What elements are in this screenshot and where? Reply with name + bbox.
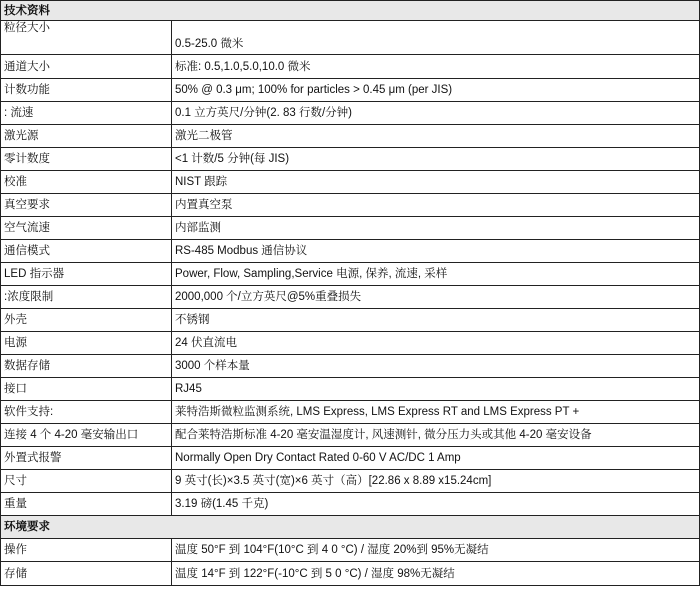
- section-header: [1, 516, 700, 539]
- spec-value: 3.19 磅(1.45 千克): [172, 493, 700, 516]
- table-row: [1, 148, 700, 171]
- spec-value: 内置真空泵: [172, 194, 700, 217]
- table-row: [1, 240, 700, 263]
- spec-label: 通道大小: [1, 55, 172, 79]
- spec-label: :浓度限制: [1, 286, 172, 309]
- table-row: [1, 447, 700, 470]
- table-row: [1, 378, 700, 401]
- table-row: [1, 217, 700, 240]
- spec-value: 50% @ 0.3 μm; 100% for particles > 0.45 μm (per JIS): [172, 79, 700, 102]
- table-row: [1, 401, 700, 424]
- spec-label: 激光源: [1, 125, 172, 148]
- table-row: [1, 171, 700, 194]
- spec-value: <1 计数/5 分钟(每 JIS): [172, 148, 700, 171]
- spec-label: 空气流速: [1, 217, 172, 240]
- spec-value: 标准: 0.5,1.0,5.0,10.0 微米: [172, 55, 700, 79]
- spec-label: : 流速: [1, 102, 172, 125]
- spec-value: 配合莱特浩斯标准 4-20 毫安温湿度计, 风速测针, 微分压力头或其他 4-20 毫安设备: [172, 424, 700, 447]
- section-header: [1, 1, 700, 21]
- table-row: [1, 79, 700, 102]
- spec-value: 9 英寸(长)×3.5 英寸(宽)×6 英寸（高）[22.86 x 8.89 x15.24cm]: [172, 470, 700, 493]
- table-row: [1, 263, 700, 286]
- spec-value: 莱特浩斯微粒监测系统, LMS Express, LMS Express RT and LMS Express PT +: [172, 401, 700, 424]
- section-title: 技术资料: [1, 1, 700, 21]
- table-row: [1, 424, 700, 447]
- spec-label: 外壳: [1, 309, 172, 332]
- spec-label: 校准: [1, 171, 172, 194]
- table-row: [1, 355, 700, 378]
- spec-value: Normally Open Dry Contact Rated 0-60 V AC/DC 1 Amp: [172, 447, 700, 470]
- spec-label: 操作: [1, 539, 172, 562]
- table-row: [1, 21, 700, 55]
- table-row: [1, 562, 700, 586]
- spec-label: 存储: [1, 562, 172, 586]
- spec-value: 2000,000 个/立方英尺@5%重叠损失: [172, 286, 700, 309]
- spec-label: 软件支持:: [1, 401, 172, 424]
- spec-label: 数据存储: [1, 355, 172, 378]
- spec-label: 电源: [1, 332, 172, 355]
- spec-value: 内部监测: [172, 217, 700, 240]
- spec-label: 重量: [1, 493, 172, 516]
- spec-value: Power, Flow, Sampling,Service 电源, 保养, 流速, 采样: [172, 263, 700, 286]
- table-row: [1, 332, 700, 355]
- spec-value: RJ45: [172, 378, 700, 401]
- spec-value: 3000 个样本量: [172, 355, 700, 378]
- spec-label: 真空要求: [1, 194, 172, 217]
- section-title: 环境要求: [1, 516, 700, 539]
- table-row: [1, 309, 700, 332]
- table-row: [1, 102, 700, 125]
- table-row: [1, 125, 700, 148]
- spec-label: 计数功能: [1, 79, 172, 102]
- spec-label: 零计数度: [1, 148, 172, 171]
- spec-label: 连接 4 个 4-20 毫安输出口: [1, 424, 172, 447]
- spec-label: LED 指示器: [1, 263, 172, 286]
- spec-label: 外置式报警: [1, 447, 172, 470]
- spec-value: 激光二极管: [172, 125, 700, 148]
- spec-value: 0.5-25.0 微米: [172, 21, 700, 55]
- table-row: [1, 493, 700, 516]
- table-row: [1, 286, 700, 309]
- spec-value: RS-485 Modbus 通信协议: [172, 240, 700, 263]
- spec-value: 24 伏直流电: [172, 332, 700, 355]
- table-row: [1, 194, 700, 217]
- spec-value: 温度 14°F 到 122°F(-10°C 到 5 0 °C) / 湿度 98%无凝结: [172, 562, 700, 586]
- table-row: [1, 55, 700, 79]
- spec-value: 0.1 立方英尺/分钟(2. 83 行数/分钟): [172, 102, 700, 125]
- table-row: [1, 470, 700, 493]
- spec-label: 接口: [1, 378, 172, 401]
- spec-value: 温度 50°F 到 104°F(10°C 到 4 0 °C) / 湿度 20%到 95%无凝结: [172, 539, 700, 562]
- spec-label: 粒径大小: [1, 21, 172, 55]
- table-row: [1, 539, 700, 562]
- spec-label: 通信模式: [1, 240, 172, 263]
- spec-label: 尺寸: [1, 470, 172, 493]
- spec-value: NIST 跟踪: [172, 171, 700, 194]
- spec-value: 不锈钢: [172, 309, 700, 332]
